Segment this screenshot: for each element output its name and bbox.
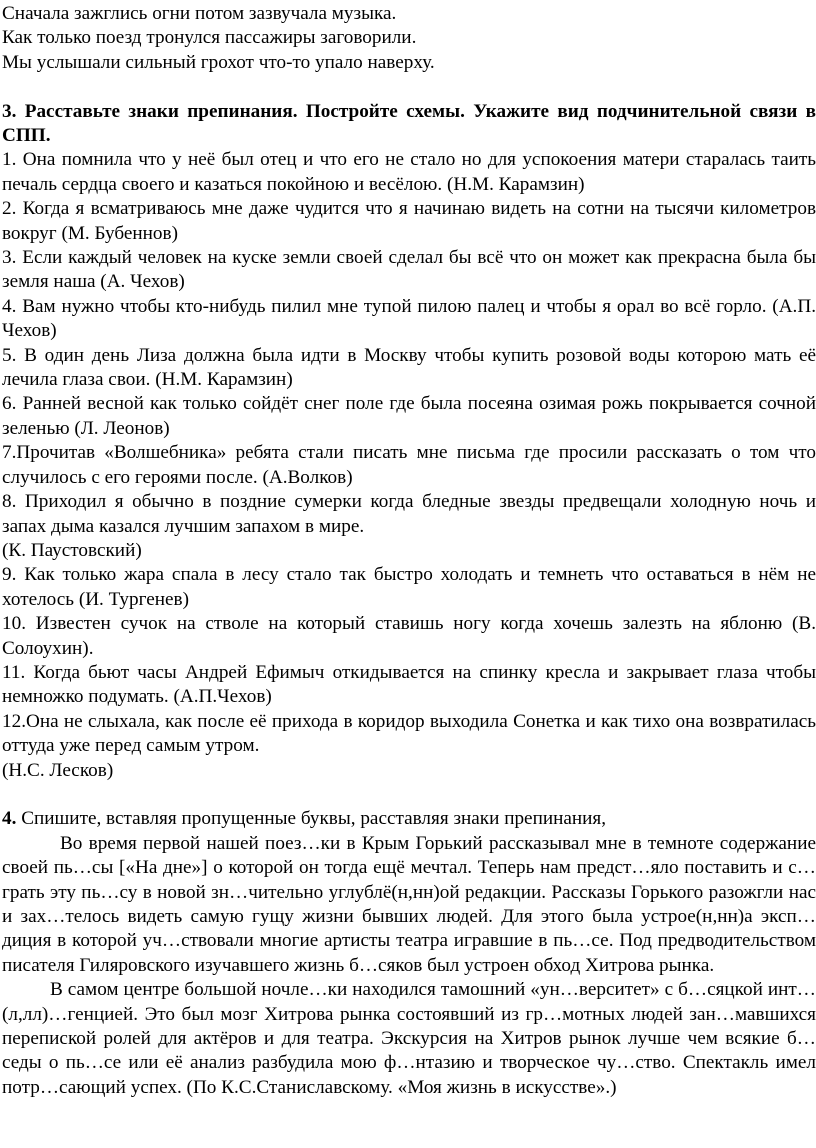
task3-item-source: (К. Паустовский) (2, 539, 142, 561)
task3-item: 5. В один день Лиза должна была идти в Москву чтобы купить розовой воды которою мать её лечила глаза свои. (Н.М. Карамзин) (2, 344, 816, 391)
task3-item: 1. Она помнила что у неё был отец и что его не стало но для успокоения матери старалась таить печаль сердца своего и казаться покойною и весёлою. (Н.М. Карамзин) (2, 149, 816, 195)
task3-item: 10. Известен сучок на стволе на который ставишь ногу когда хочешь залезть на яблоню (В. Солоухин). (2, 613, 816, 659)
task3-item-source: (Н.С. Лесков) (2, 759, 114, 781)
task3-item: 2. Когда я всматриваюсь мне даже чудится что я начинаю видеть на сотни на тысячи километров вокруг (М. Бубеннов) (2, 198, 816, 244)
intro-sentence: Сначала зажглись огни потом зазвучала музыка. (2, 3, 397, 24)
task3-item: 6. Ранней весной как только сойдёт снег поле где была посеяна озимая рожь покрывается сочной зеленью (Л. Леонов) (2, 393, 816, 439)
blank-line (2, 75, 816, 99)
task3-item: 7.Прочитав «Волшебника» ребята стали писать мне письма где просили рассказать о том что случилось с его героями после. (А.Волков) (2, 442, 816, 488)
intro-sentence: Мы услышали сильный грохот что-то упало наверху. (2, 51, 435, 73)
task3-heading: 3. Расставьте знаки препинания. Постройте схемы. Укажите вид подчинительной связи в СПП. (2, 100, 816, 147)
task4-paragraph: В самом центре большой ночле…ки находился тамошний «ун…верситет» с б…сяцкой инт…(л,лл)…генцией. Это был мозг Хитрова рынка состоявший из гр…мотных людей зан…мавшихся перепиской ролей для актёров и для театра. Экскурсия на Хитров рынок лучше чем всякие б…седы о пь…се или её анализ разбудила мою ф…нтазию и творческое чу…ство. Спектакль имел потр…сающий успех. (По К.С.Станиславскому. «Моя жизнь в искусстве».) (2, 979, 816, 1098)
task3-item: 11. Когда бьют часы Андрей Ефимыч откидывается на спинку кресла и закрывает глаза чтобы немножко подумать. (А.П.Чехов) (2, 661, 816, 708)
task3-item: 9. Как только жара спала в лесу стало так быстро холодать и темнеть что оставаться в нём не хотелось (И. Тургенев) (2, 564, 816, 610)
task3-item: 8. Приходил я обычно в поздние сумерки когда бледные звезды предвещали холодную ночь и запах дыма казался лучшим запахом в мире. (2, 491, 816, 537)
task4-paragraph: Во время первой нашей поез…ки в Крым Горький рассказывал мне в темноте содержание своей пь…сы [«На дне»] о которой он тогда ещё мечтал. Теперь нам предст…яло поставить и с…грать эту пь…су в новой зн…чительно углублё(н,нн)ой редакции. Рассказы Горького разожгли нас и зах…телось видеть самую гущу жизни бывших людей. Для этого была устрое(н,нн)а эксп…диция в которой уч…ствовали многие артисты театра игравшие в пь…се. Под предводительством писателя Гиляровского изучавшего жизнь б…сяков был устроен обход Хитрова рынка. (2, 832, 816, 976)
task3-item: 3. Если каждый человек на куске земли своей сделал бы всё что он может как прекрасна была бы земля наша (А. Чехов) (2, 247, 816, 293)
task3-item: 4. Вам нужно чтобы кто-нибудь пилил мне тупой пилою палец и чтобы я орал во всё горло. (А.П. Чехов) (2, 295, 816, 342)
task4-number: 4. (2, 808, 17, 830)
task3-item: 12.Она не слыхала, как после её прихода в коридор выходила Сонетка и как тихо она возвратилась оттуда уже перед самым утром. (2, 710, 816, 757)
intro-sentence: Как только поезд тронулся пассажиры заговорили. (2, 27, 417, 49)
task4-heading (2, 807, 816, 831)
blank-line (2, 783, 816, 807)
task4-instruction: Спишите, вставляя пропущенные буквы, расставляя знаки препинания, (16, 808, 607, 830)
